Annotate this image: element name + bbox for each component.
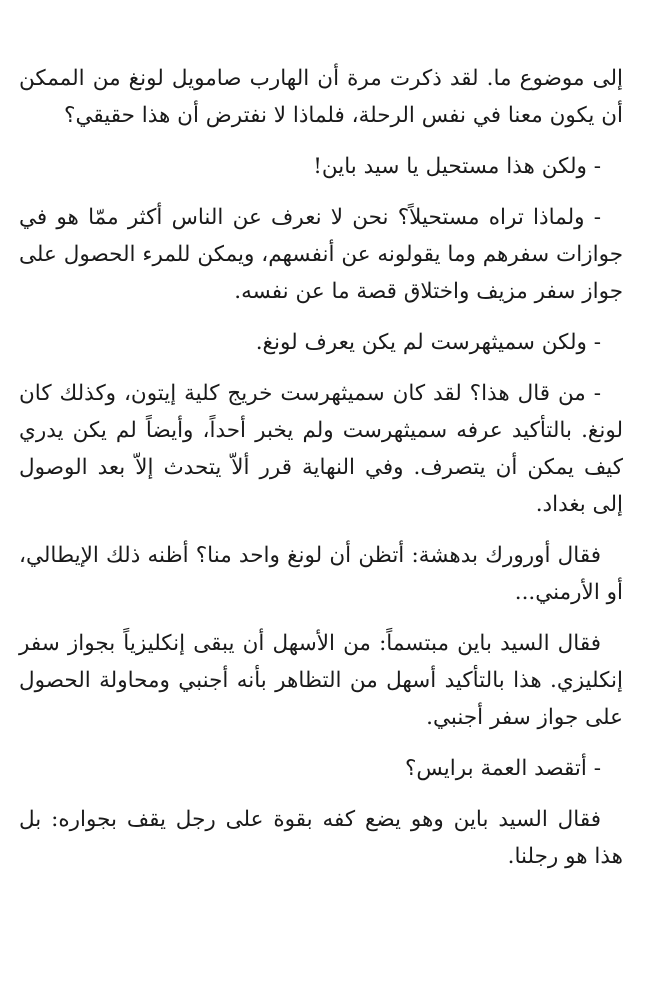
- paragraph-2-dialog: - ولكن هذا مستحيل يا سيد باين!: [313, 154, 601, 179]
- paragraph-1: إلى موضوع ما. لقد ذكرت مرة أن الهارب صامويل لونغ من الممكن أن يكون معنا في نفس الرحلة، فلماذا لا نفترض أن هذا حقيقي؟: [19, 66, 623, 128]
- book-page: [19, 60, 623, 889]
- paragraph-9: فقال السيد باين وهو يضع كفه بقوة على رجل يقف بجواره: بل هذا هو رجلنا.: [19, 807, 623, 869]
- paragraph-3-dialog: - ولماذا تراه مستحيلاً؟ نحن لا نعرف عن الناس أكثر ممّا هو في جوازات سفرهم وما يقولونه عن أنفسهم، ويمكن للمرء الحصول على جواز سفر مزيف واختلاق قصة ما عن نفسه.: [19, 205, 623, 304]
- paragraph-7: فقال السيد باين مبتسماً: من الأسهل أن يبقى إنكليزياً بجواز سفر إنكليزي. هذا بالتأكيد أسهل من التظاهر بأنه أجنبي ومحاولة الحصول على جواز سفر أجنبي.: [19, 631, 623, 730]
- paragraph-8-dialog: - أتقصد العمة برايس؟: [404, 756, 601, 781]
- paragraph-5-dialog: - من قال هذا؟ لقد كان سميثهرست خريج كلية إيتون، وكذلك كان لونغ. بالتأكيد عرفه سميثهرست ولم يخبر أحداً، وأيضاً لم يكن يدري كيف يمكن أن يتصرف. وفي النهاية قرر ألاّ يتحدث إلاّ بعد الوصول إلى بغداد.: [19, 381, 623, 517]
- paragraph-6: فقال أورورك بدهشة: أتظن أن لونغ واحد منا؟ أظنه ذلك الإيطالي، أو الأرمني...: [19, 543, 623, 605]
- paragraph-4-dialog: - ولكن سميثهرست لم يكن يعرف لونغ.: [255, 330, 601, 355]
